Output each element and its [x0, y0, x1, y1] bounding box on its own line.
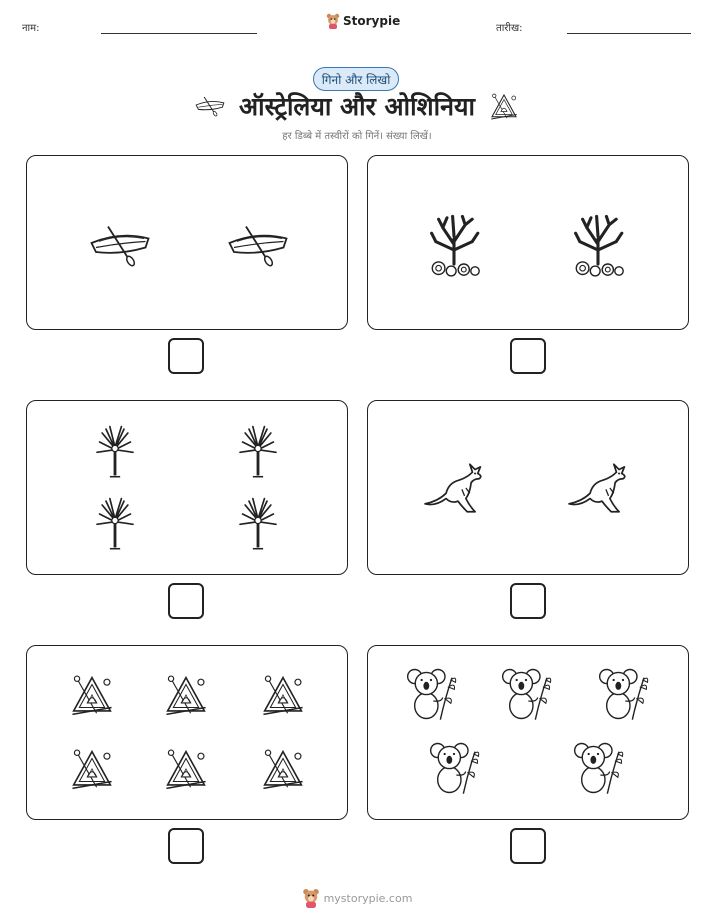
instructions: हर डिब्बे में तस्वीरों को गिनें। संख्या लिखें। — [282, 131, 432, 142]
palm-tree-icon — [238, 424, 278, 478]
name-line[interactable] — [101, 33, 257, 34]
answer-box-koala[interactable] — [510, 828, 546, 864]
tribal-totem-icon — [163, 673, 209, 719]
answer-box-palm-tree[interactable] — [168, 583, 204, 619]
date-label: तारीख: — [496, 23, 523, 34]
coral-icon — [570, 208, 626, 278]
bear-mascot-icon — [302, 888, 320, 908]
coral-icon — [426, 208, 482, 278]
palm-tree-icon — [238, 496, 278, 550]
tribal-totem-icon — [260, 673, 306, 719]
koala-icon — [597, 666, 649, 722]
bear-mascot-icon — [326, 13, 340, 29]
answer-box-kangaroo[interactable] — [510, 583, 546, 619]
answer-box-totem[interactable] — [168, 828, 204, 864]
canoe-icon — [86, 219, 154, 267]
activity-badge: गिनो और लिखो — [313, 67, 399, 91]
answer-box-coral[interactable] — [510, 338, 546, 374]
name-label: नाम: — [22, 23, 40, 34]
tribal-totem-icon — [69, 747, 115, 793]
canoe-icon — [224, 219, 292, 267]
date-line[interactable] — [567, 33, 691, 34]
brand-logo — [326, 13, 400, 29]
tribal-totem-icon — [69, 673, 115, 719]
counting-panel-palm-tree — [26, 400, 348, 575]
tribal-totem-icon — [163, 747, 209, 793]
tribal-totem-icon — [489, 92, 519, 122]
koala-icon — [500, 666, 552, 722]
koala-icon — [572, 740, 624, 796]
counting-panel-totem — [26, 645, 348, 820]
koala-icon — [428, 740, 480, 796]
palm-tree-icon — [95, 496, 135, 550]
koala-icon — [405, 666, 457, 722]
page-title: ऑस्ट्रेलिया और ओशिनिया — [239, 92, 475, 121]
footer — [0, 888, 714, 908]
footer-site[interactable]: mystorypie.com — [323, 891, 413, 905]
counting-panel-canoe — [26, 155, 348, 330]
counting-panel-coral — [367, 155, 689, 330]
tribal-totem-icon — [260, 747, 306, 793]
answer-box-canoe[interactable] — [168, 338, 204, 374]
kangaroo-icon — [422, 459, 486, 517]
palm-tree-icon — [95, 424, 135, 478]
brand-name: Storypie — [343, 14, 401, 28]
counting-panel-kangaroo — [367, 400, 689, 575]
kangaroo-icon — [566, 459, 630, 517]
